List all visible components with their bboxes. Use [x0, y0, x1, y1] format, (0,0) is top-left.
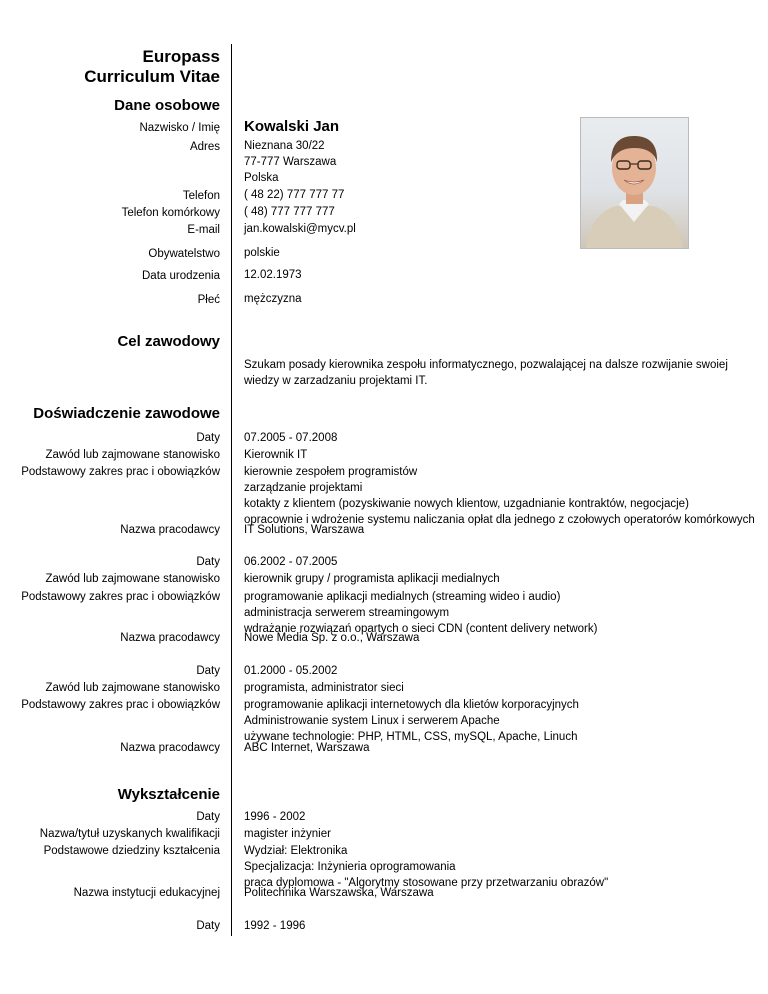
job1-dates-label: Daty — [196, 432, 220, 444]
job2-dates-label: Daty — [196, 556, 220, 568]
edu1-dates: 1996 - 2002 — [244, 811, 306, 823]
phone-label: Telefon — [182, 190, 220, 202]
job1-dates: 07.2005 - 07.2008 — [244, 432, 338, 444]
job3-dates-label: Daty — [196, 665, 220, 677]
birth-label: Data urodzenia — [142, 270, 220, 282]
section-heading-personal: Dane osobowe — [114, 97, 220, 114]
edu2-dates: 1992 - 1996 — [244, 920, 306, 932]
job2-employer-label: Nazwa pracodawcy — [120, 632, 220, 644]
section-heading-goal: Cel zawodowy — [117, 333, 220, 350]
goal-text: Szukam posady kierownika zespołu informatycznego, pozwalającej na dalsze rozwijanie swoiej wiedzy w zarzadzaniu projektami IT. — [244, 359, 728, 387]
section-heading-experience: Doświadczenie zawodowe — [33, 405, 220, 422]
job2-position: kierownik grupy / programista aplikacji medialnych — [244, 573, 500, 585]
person-name: Kowalski Jan — [244, 118, 340, 135]
job1-duties-label: Podstawowy zakres prac i obowiązków — [21, 466, 220, 478]
job3-position: programista, administrator sieci — [244, 682, 404, 694]
edu1-qualification-label: Nazwa/tytuł uzyskanych kwalifikacji — [39, 828, 220, 840]
phone-value: ( 48 22) 777 777 77 — [244, 189, 345, 201]
edu1-fields-label: Podstawowe dziedziny kształcenia — [43, 845, 220, 857]
email-label: E-mail — [187, 224, 220, 236]
job2-duties: programowanie aplikacji medialnych (streaming wideo i audio) administracja serwerem streamingowym wdrażanie rozwiązań opartych o sieci CDN (content delivery network) — [244, 591, 598, 635]
edu1-fields: Wydział: Elektronika Specjalizacja: Inżynieria oprogramowania praca dyplomowa - "Algorytmy stosowane przy przetwarzaniu obrazów" — [244, 845, 609, 889]
sex-label: Płeć — [197, 294, 220, 306]
edu1-institution-label: Nazwa instytucji edukacyjnej — [73, 887, 220, 899]
job3-employer-label: Nazwa pracodawcy — [120, 742, 220, 754]
edu1-institution: Politechnika Warszawska, Warszawa — [244, 887, 434, 899]
section-heading-education: Wykształcenie — [117, 786, 220, 803]
job1-employer-label: Nazwa pracodawcy — [120, 524, 220, 536]
edu1-dates-label: Daty — [196, 811, 220, 823]
email-value[interactable]: jan.kowalski@mycv.pl — [244, 223, 356, 235]
nationality-label: Obywatelstwo — [148, 248, 220, 260]
address-value: Nieznana 30/22 77-777 Warszawa Polska — [244, 140, 337, 184]
profile-photo — [580, 117, 689, 249]
job3-dates: 01.2000 - 05.2002 — [244, 665, 338, 677]
job1-duties: kierownie zespołem programistów zarządzanie projektami kotakty z klientem (pozyskiwanie nowych klientow, uzgadnianie kontraktów, negocjacje) opracownie i wdrożenie systemu naliczania opłat dla jednego z czołowych operatorów komórkowych — [244, 466, 755, 526]
person-portrait-icon — [581, 118, 688, 248]
sex-value: mężczyzna — [244, 293, 302, 305]
edu1-qualification: magister inżynier — [244, 828, 331, 840]
document-title: Europass Curriculum Vitae — [84, 47, 220, 86]
job2-duties-label: Podstawowy zakres prac i obowiązków — [21, 591, 220, 603]
address-label: Adres — [189, 141, 220, 153]
job2-position-label: Zawód lub zajmowane stanowisko — [45, 573, 220, 585]
column-divider — [231, 44, 232, 936]
job1-position: Kierownik IT — [244, 449, 308, 461]
edu2-dates-label: Daty — [196, 920, 220, 932]
job3-duties-label: Podstawowy zakres prac i obowiązków — [21, 699, 220, 711]
job3-position-label: Zawód lub zajmowane stanowisko — [45, 682, 220, 694]
job2-employer: Nowe Media Sp. z o.o., Warszawa — [244, 632, 420, 644]
name-label: Nazwisko / Imię — [139, 122, 220, 134]
job3-employer: ABC Internet, Warszawa — [244, 742, 370, 754]
mobile-value: ( 48) 777 777 777 — [244, 206, 335, 218]
job1-position-label: Zawód lub zajmowane stanowisko — [45, 449, 220, 461]
job1-employer: IT Solutions, Warszawa — [244, 524, 365, 536]
mobile-label: Telefon komórkowy — [121, 207, 220, 219]
nationality-value: polskie — [244, 247, 280, 259]
job3-duties: programowanie aplikacji internetowych dla klietów korporacyjnych Administrowanie system Linux i serwerem Apache używane technologie: PHP, HTML, CSS, mySQL, Apache, Linuch — [244, 699, 579, 743]
birth-value: 12.02.1973 — [244, 269, 302, 281]
job2-dates: 06.2002 - 07.2005 — [244, 556, 338, 568]
